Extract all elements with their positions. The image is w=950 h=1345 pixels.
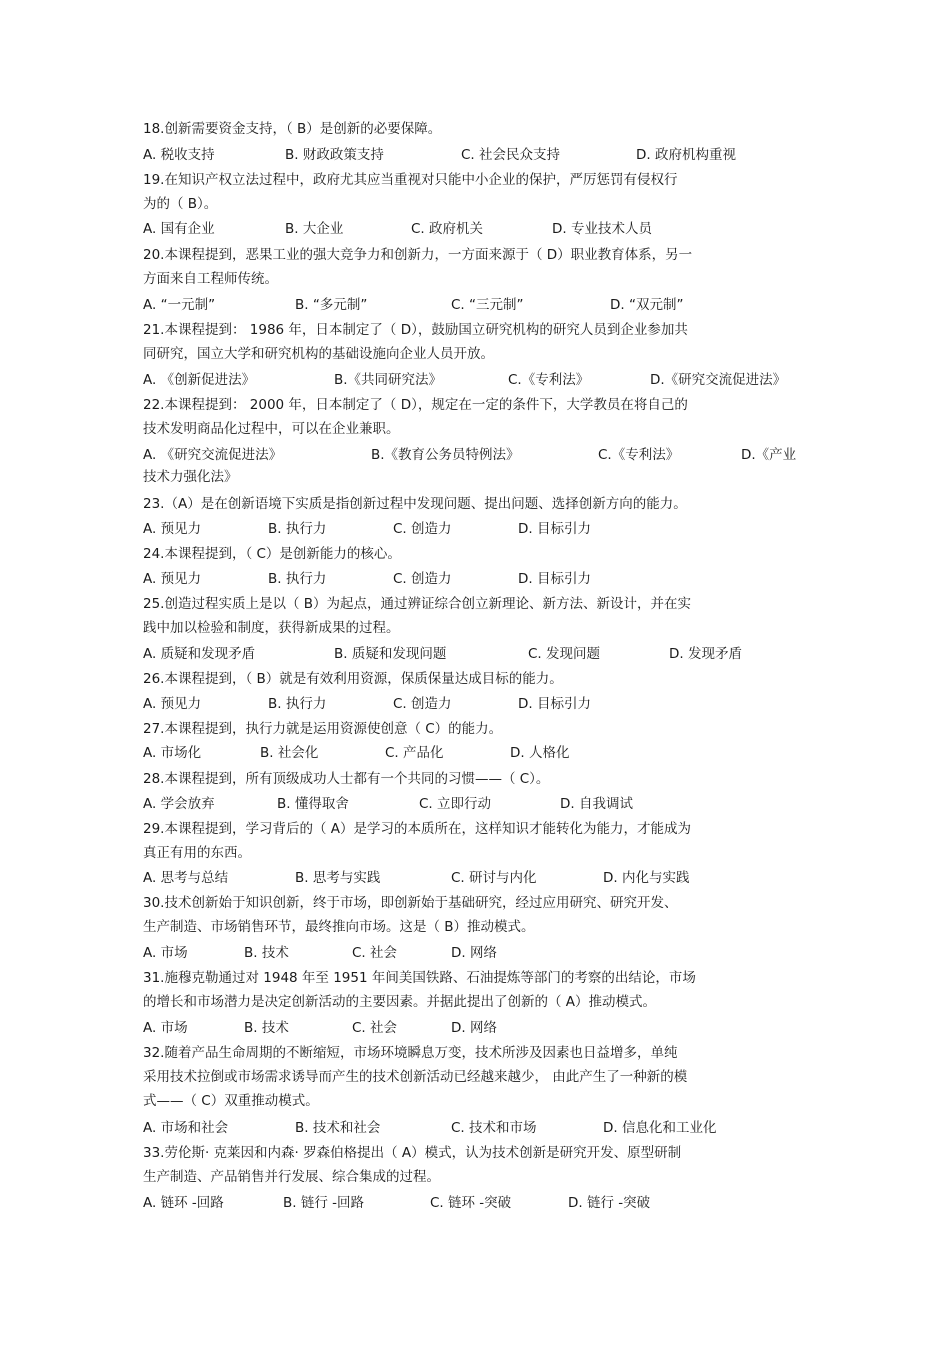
option-c: C. 创造力: [393, 571, 452, 587]
question-19: [143, 168, 813, 216]
option-c: C. 链环 -突破: [430, 1195, 512, 1211]
option-a: A. 税收支持: [143, 147, 215, 163]
option-a: A. 质疑和发现矛盾: [143, 646, 256, 662]
option-d: D. 信息化和工业化: [603, 1120, 717, 1136]
option-b: B. 执行力: [268, 521, 327, 537]
question-stem: 21.本课程提到： 1986 年，日本制定了（ D），鼓励国立研究机构的研究人员到企业参加共: [143, 322, 688, 338]
question-23: [143, 492, 813, 516]
option-b: B.《教育公务员特例法》: [371, 447, 520, 463]
question-33: [143, 1141, 813, 1189]
option-a: A. 预见力: [143, 696, 202, 712]
question-stem: 32.随着产品生命周期的不断缩短，市场环境瞬息万变，技术所涉及因素也日益增多，单纯: [143, 1045, 678, 1061]
option-b: B. 思考与实践: [295, 870, 381, 886]
option-a: A. 《研究交流促进法》: [143, 447, 283, 463]
option-c: C. 创造力: [393, 696, 452, 712]
option-a: A. 市场和社会: [143, 1120, 229, 1136]
question-stem-cont: 方面来自工程师传统。: [143, 271, 278, 287]
question-21: [143, 318, 813, 366]
question-stem: 22.本课程提到： 2000 年，日本制定了（ D），规定在一定的条件下，大学教员在将自己的: [143, 397, 688, 413]
question-27: [143, 717, 813, 741]
option-b: B. 执行力: [268, 696, 327, 712]
option-b: B. 技术: [244, 1020, 289, 1036]
question-31: [143, 966, 813, 1014]
question-stem-cont: 践中加以检验和制度，获得新成果的过程。: [143, 620, 400, 636]
option-d: D. 发现矛盾: [669, 646, 742, 662]
question-32: [143, 1041, 813, 1113]
question-29: [143, 817, 813, 865]
option-d: D.《产业: [741, 447, 797, 463]
option-b: B. 执行力: [268, 571, 327, 587]
option-a: A. 市场: [143, 945, 188, 961]
option-a: A. 预见力: [143, 521, 202, 537]
question-stem: 33.劳伦斯· 克莱因和内森· 罗森伯格提出（ A）模式，认为技术创新是研究开发、原型研制: [143, 1145, 682, 1161]
question-28: [143, 767, 813, 791]
option-a: A. 预见力: [143, 571, 202, 587]
option-d: D. 政府机构重视: [636, 147, 736, 163]
question-stem: 26.本课程提到，（ B）就是有效利用资源，保质保量达成目标的能力。: [143, 671, 563, 687]
question-stem-cont: 真正有用的东西。: [143, 845, 251, 861]
option-c: C. 社会: [352, 945, 398, 961]
question-stem: 18.创新需要资金支持，（ B）是创新的必要保障。: [143, 121, 442, 137]
option-d: D. “双元制”: [610, 297, 684, 313]
option-c: C. 研讨与内化: [451, 870, 537, 886]
question-18: [143, 117, 813, 141]
question-stem: 23.（A）是在创新语境下实质是指创新过程中发现问题、提出问题、选择创新方向的能力。: [143, 496, 687, 512]
option-c: C. 技术和市场: [451, 1120, 537, 1136]
question-stem: 24.本课程提到，（ C）是创新能力的核心。: [143, 546, 401, 562]
question-stem-cont: 生产制造、市场销售环节，最终推向市场。这是（ B）推动模式。: [143, 919, 535, 935]
option-b: B. 财政政策支持: [285, 147, 384, 163]
option-d: D. 目标引力: [518, 521, 591, 537]
question-stem: 19.在知识产权立法过程中，政府尤其应当重视对只能中小企业的保护，严厉惩罚有侵权行: [143, 172, 678, 188]
option-d: D. 自我调试: [560, 796, 633, 812]
question-stem-cont: 式——（ C）双重推动模式。: [143, 1093, 319, 1109]
option-a: A. 学会放弃: [143, 796, 215, 812]
option-b: B. 技术和社会: [295, 1120, 381, 1136]
question-stem: 25.创造过程实质上是以（ B）为起点，通过辨证综合创立新理论、新方法、新设计，并在实: [143, 596, 692, 612]
option-c: C. 政府机关: [411, 221, 484, 237]
option-a: A. 链环 -回路: [143, 1195, 224, 1211]
question-stem: 28.本课程提到，所有顶级成功人士都有一个共同的习惯——（ C）。: [143, 771, 550, 787]
question-stem: 27.本课程提到，执行力就是运用资源使创意（ C）的能力。: [143, 721, 503, 737]
question-stem-cont: 同研究，国立大学和研究机构的基础设施向企业人员开放。: [143, 346, 494, 362]
question-25: [143, 592, 813, 640]
option-b: B. 质疑和发现问题: [334, 646, 447, 662]
option-d: D. 网络: [451, 1020, 497, 1036]
question-stem: 31.施穆克勒通过对 1948 年至 1951 年间美国铁路、石油提炼等部门的考察的出结论，市场: [143, 970, 696, 986]
option-a: A. 国有企业: [143, 221, 215, 237]
option-c: C. 社会: [352, 1020, 398, 1036]
option-d: D. 目标引力: [518, 571, 591, 587]
question-26: [143, 667, 813, 691]
option-c: C. “三元制”: [451, 297, 524, 313]
option-d: D. 人格化: [510, 745, 570, 761]
question-30: [143, 891, 813, 939]
option-d: D. 链行 -突破: [568, 1195, 651, 1211]
option-a: A. 市场: [143, 1020, 188, 1036]
question-stem-cont: 的增长和市场潜力是决定创新活动的主要因素。并据此提出了创新的（ A）推动模式。: [143, 994, 657, 1010]
question-stem-cont: 生产制造、产品销售并行发展、综合集成的过程。: [143, 1169, 440, 1185]
option-c: C. 社会民众支持: [461, 147, 561, 163]
question-22: [143, 393, 813, 441]
option-d: D. 专业技术人员: [552, 221, 652, 237]
option-c: C. 发现问题: [528, 646, 601, 662]
question-24: [143, 542, 813, 566]
question-stem-cont: 技术发明商品化过程中，可以在企业兼职。: [143, 421, 400, 437]
option-b: B. “多元制”: [295, 297, 368, 313]
question-stem-cont: 为的（ B）。: [143, 196, 218, 212]
option-d: D. 内化与实践: [603, 870, 690, 886]
option-b: B. 大企业: [285, 221, 344, 237]
option-c: C. 产品化: [385, 745, 444, 761]
option-b: B. 懂得取舍: [277, 796, 349, 812]
option-c: C.《专利法》: [598, 447, 680, 463]
question-20: [143, 243, 813, 291]
option-d: D. 目标引力: [518, 696, 591, 712]
option-b: B.《共同研究法》: [334, 372, 443, 388]
option-c: C. 立即行动: [419, 796, 492, 812]
option-d: D. 网络: [451, 945, 497, 961]
option-b: B. 社会化: [260, 745, 319, 761]
option-d-cont: 技术力强化法》: [143, 469, 238, 485]
option-c: C.《专利法》: [508, 372, 590, 388]
option-d: D.《研究交流促进法》: [650, 372, 787, 388]
question-stem: 20.本课程提到，恶果工业的强大竞争力和创新力，一方面来源于（ D）职业教育体系，另一: [143, 247, 693, 263]
option-a: A. 《创新促进法》: [143, 372, 256, 388]
option-a: A. “一元制”: [143, 297, 216, 313]
option-c: C. 创造力: [393, 521, 452, 537]
option-a: A. 市场化: [143, 745, 202, 761]
question-stem-cont: 采用技术拉倒或市场需求诱导而产生的技术创新活动已经越来越少， 由此产生了一种新的模: [143, 1069, 688, 1085]
option-a: A. 思考与总结: [143, 870, 229, 886]
question-stem: 29.本课程提到，学习背后的（ A）是学习的本质所在，这样知识才能转化为能力，才能成为: [143, 821, 691, 837]
question-stem: 30.技术创新始于知识创新，终于市场，即创新始于基础研究，经过应用研究、研究开发、: [143, 895, 678, 911]
option-b: B. 技术: [244, 945, 289, 961]
option-b: B. 链行 -回路: [283, 1195, 365, 1211]
